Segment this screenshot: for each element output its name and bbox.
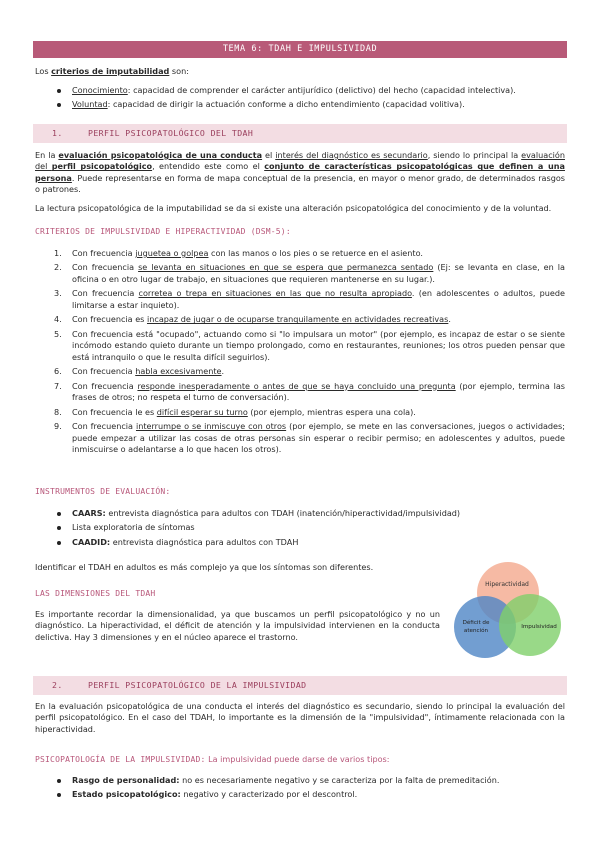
list-item: 6. Con frecuencia habla excesivamente. — [54, 366, 225, 377]
identify-paragraph: Identificar el TDAH en adultos es más complejo ya que los síntomas son diferentes. — [35, 562, 374, 572]
section1-paragraph: En la evaluación psicopatológica de una conducta el interés del diagnóstico es secundario, siendo lo principal la evaluación del perfil psicopatológico, entendido este como el conjunto de características psicopatológicas que definen a una persona. Puede representarse en forma de mapa conceptual de la presencia, en mayor o menor grado, de determinados rasgos o patrones. — [35, 150, 566, 195]
intro-paragraph: Los criterios de imputabilidad son: — [35, 66, 189, 76]
list-item: CAARS: entrevista diagnóstica para adultos con TDAH (inatención/hiperactividad/impulsividad) — [35, 508, 565, 519]
venn-label-atencion: atención — [463, 628, 489, 634]
list-item: 5. Con frecuencia está "ocupado", actuando como si "lo impulsara un motor" (por ejemplo, es incapaz de estar o se siente incómodo estando quieto durante un tiempo prolongado, como en restaurantes, reuniones; los otros pueden pensar que está intranquilo o que le resulta difícil seguirlos). — [54, 328, 565, 362]
list-item: Estado psicopatológico: negativo y caracterizado por el descontrol. — [35, 789, 565, 800]
venn-diagram — [440, 557, 580, 672]
list-item: 8. Con frecuencia le es difícil esperar su turno (por ejemplo, mientras espera una cola). — [54, 406, 416, 417]
impulsividad-heading: PSICOPATOLOGÍA DE LA IMPULSIVIDAD: — [35, 755, 206, 764]
list-item: CAADID: entrevista diagnóstica para adultos con TDAH — [35, 537, 565, 548]
section2-paragraph: En la evaluación psicopatológica de una conducta el interés del diagnóstico es secundario, siendo lo principal la evaluación del perfil psicopatológico. En el caso del TDAH, lo importante es la dimensión de la "impulsividad", íntimamente relacionada con la hiperactividad. — [35, 701, 565, 734]
topic-banner: TEMA 6: TDAH E IMPULSIVIDAD — [33, 41, 567, 58]
list-item: Rasgo de personalidad: no es necesariamente negativo y se caracteriza por la falta de premeditación. — [35, 775, 565, 786]
instruments-heading: INSTRUMENTOS DE EVALUACIÓN: — [35, 487, 171, 496]
list-item: 4. Con frecuencia es incapaz de jugar o de ocuparse tranquilamente en actividades recreativas. — [54, 314, 451, 325]
instruments-list — [35, 508, 565, 551]
criteria-heading: CRITERIOS DE IMPULSIVIDAD E HIPERACTIVIDAD (DSM-5): — [35, 227, 291, 236]
venn-label-impulsividad: Impulsividad — [521, 624, 557, 630]
list-item: Lista exploratoria de síntomas — [35, 522, 565, 533]
venn-label-hiperactividad: Hiperactividad — [485, 581, 529, 588]
criteria-list — [35, 248, 565, 459]
list-item: 9. Con frecuencia interrumpe o se inmiscuye con otros (por ejemplo, se mete en las conversaciones, juegos o actividades; puede empezar a utilizar las cosas de otras personas sin esperar o recibir permiso; en adolescentes y adultos, puede inmiscuirse o adelantarse a lo que hacen los otros). — [54, 421, 565, 455]
impulsividad-lead: La impulsividad puede darse de varios tipos: — [205, 754, 390, 764]
intro-bold: criterios de imputabilidad — [51, 66, 170, 76]
list-item: 2. Con frecuencia se levanta en situaciones en que se espera que permanezca sentado (Ej: se levanta en clase, en la oficina o en otro lugar de trabajo, en situaciones que requieren mantenerse en su lugar.). — [54, 262, 565, 284]
dimensions-heading: LAS DIMENSIONES DEL TDAH — [35, 589, 156, 598]
impulsividad-list — [35, 775, 565, 804]
list-item: 3. Con frecuencia corretea o trepa en situaciones en las que no resulta apropiado. (en adolescentes o adultos, puede limitarse a estar inquieto). — [54, 288, 565, 310]
imputability-list — [35, 85, 565, 114]
list-item: 7. Con frecuencia responde inesperadamente o antes de que se haya concluido una pregunta (por ejemplo, termina las frases de otros; no respeta el turno de conversación). — [54, 380, 565, 403]
list-item: Conocimiento: capacidad de comprender el carácter antijurídico (delictivo) del hecho (capacidad intelectiva). — [35, 85, 565, 96]
section-header-2: 2. PERFIL PSICOPATOLÓGICO DE LA IMPULSIVIDAD — [33, 676, 567, 695]
dimensions-paragraph: Es importante recordar la dimensionalidad, ya que buscamos un perfil psicopatológico y no un diagnóstico. La hiperactividad, el déficit de atención y la impulsividad intervienen en la conducta delictiva. Hay 3 dimensiones y en el núcleo aparece el trastorno. — [35, 609, 440, 642]
list-item: Voluntad: capacidad de dirigir la actuación conforme a dicho entendimiento (capacidad volitiva). — [35, 99, 565, 110]
section-header-1: 1. PERFIL PSICOPATOLÓGICO DEL TDAH — [33, 124, 567, 143]
venn-label-deficit: Déficit de — [462, 620, 490, 626]
list-item: 1. Con frecuencia juguetea o golpea con las manos o los pies o se retuerce en el asiento. — [54, 248, 423, 258]
impulsividad-heading-line — [35, 754, 565, 765]
section1-paragraph-2: La lectura psicopatológica de la imputabilidad se da si existe una alteración psicopatológica del conocimiento y de la voluntad. — [35, 203, 552, 213]
